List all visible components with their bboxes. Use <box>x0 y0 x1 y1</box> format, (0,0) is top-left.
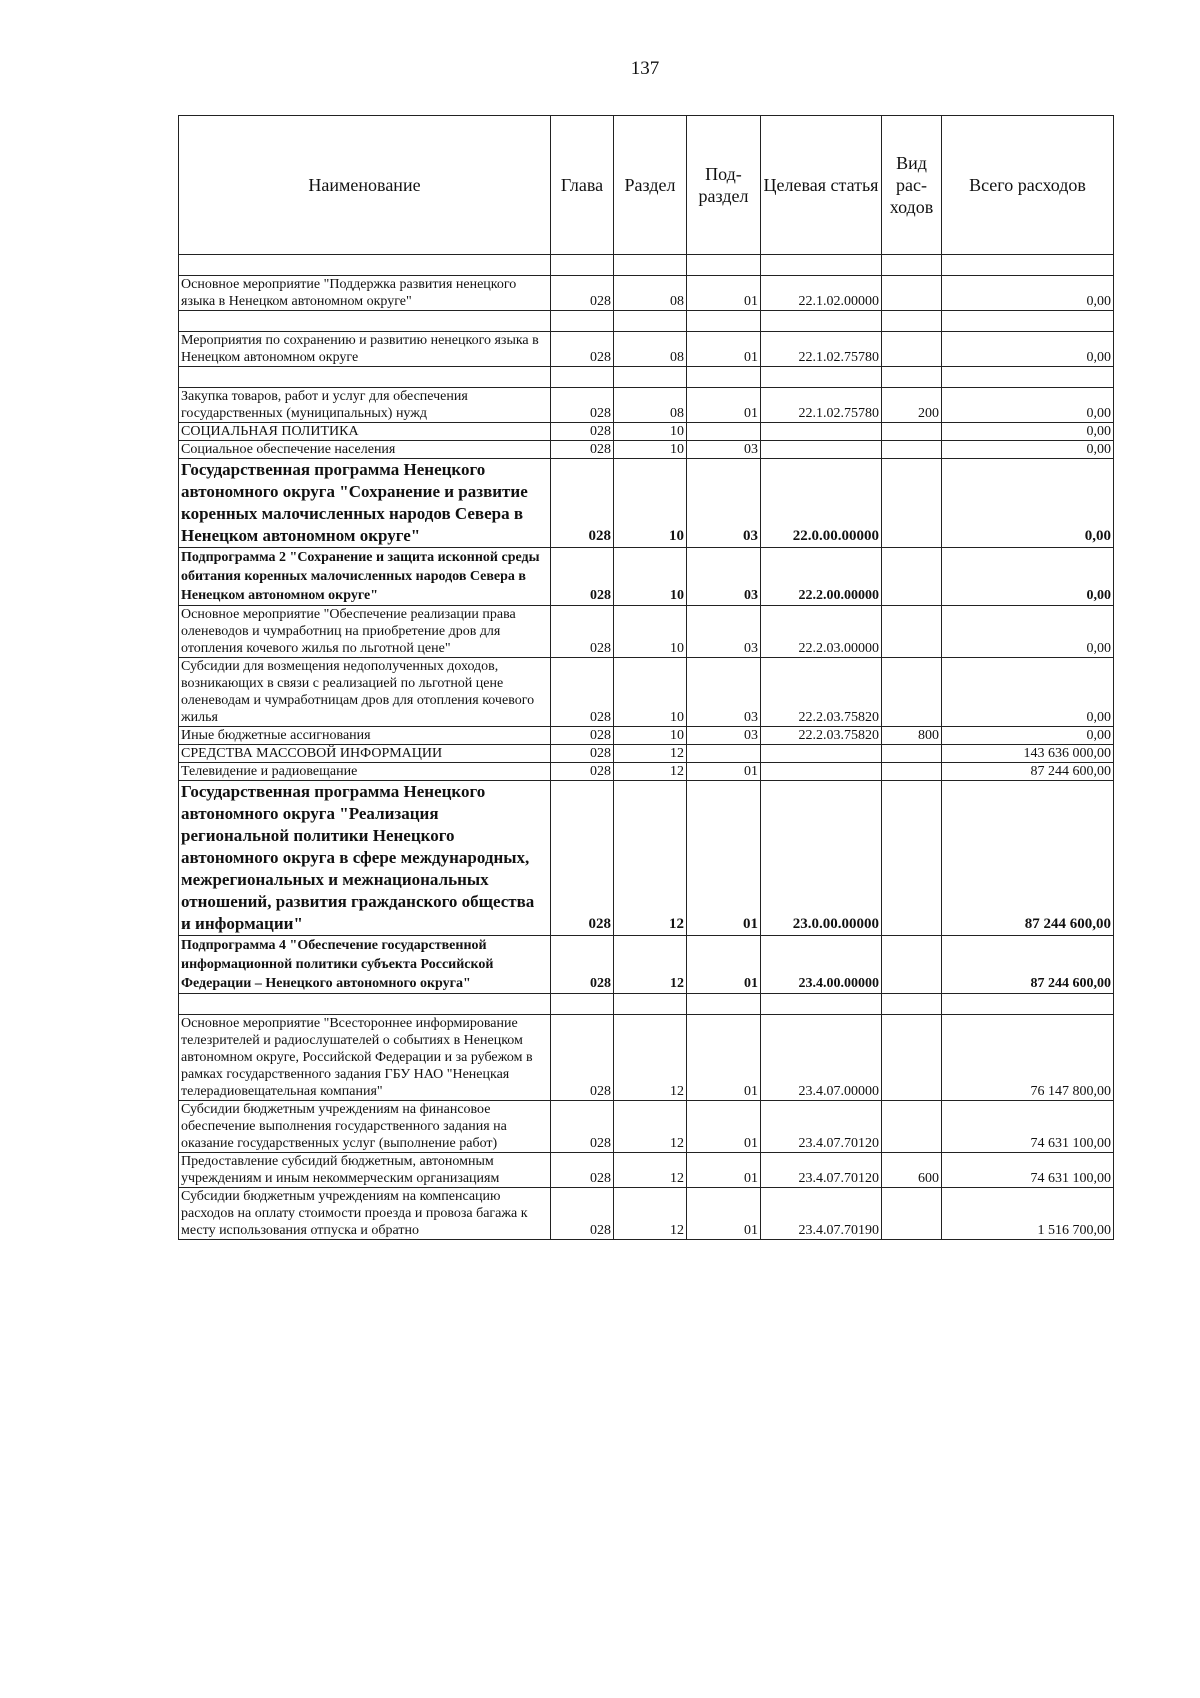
row-total: 0,00 <box>942 332 1114 367</box>
row-razdel: 08 <box>614 332 687 367</box>
row-name: Подпрограмма 4 "Обеспечение государственной информационной политики субъекта Российской Федерации – Ненецкого автономного округа" <box>179 936 551 994</box>
row-razdel: 12 <box>614 1015 687 1101</box>
row-glava: 028 <box>551 332 614 367</box>
row-statya: 22.2.03.75820 <box>761 727 882 745</box>
row-statya: 23.4.07.70120 <box>761 1101 882 1153</box>
row-razdel: 10 <box>614 423 687 441</box>
table-row <box>179 423 1114 441</box>
row-podrazdel: 03 <box>687 441 761 459</box>
row-vid <box>882 781 942 936</box>
row-podrazdel: 01 <box>687 276 761 311</box>
row-podrazdel: 03 <box>687 548 761 606</box>
row-vid <box>882 459 942 548</box>
header-name: Наименование <box>179 116 551 255</box>
row-total: 87 244 600,00 <box>942 763 1114 781</box>
row-name: Телевидение и радиовещание <box>179 763 551 781</box>
header-glava: Глава <box>551 116 614 255</box>
header-razdel: Раздел <box>614 116 687 255</box>
table-row <box>179 936 1114 994</box>
row-razdel: 10 <box>614 459 687 548</box>
row-total: 0,00 <box>942 459 1114 548</box>
row-vid <box>882 763 942 781</box>
row-statya <box>761 763 882 781</box>
table-row <box>179 441 1114 459</box>
row-glava: 028 <box>551 1101 614 1153</box>
row-name: Основное мероприятие "Поддержка развития ненецкого языка в Ненецком автономном округе" <box>179 276 551 311</box>
row-podrazdel: 03 <box>687 459 761 548</box>
row-razdel: 12 <box>614 781 687 936</box>
row-total: 143 636 000,00 <box>942 745 1114 763</box>
row-total: 76 147 800,00 <box>942 1015 1114 1101</box>
row-vid <box>882 658 942 727</box>
table-gap-row <box>179 994 1114 1015</box>
table-gap-row <box>179 255 1114 276</box>
row-glava: 028 <box>551 658 614 727</box>
header-total: Всего расходов <box>942 116 1114 255</box>
row-statya: 23.4.07.70120 <box>761 1153 882 1188</box>
row-statya: 22.1.02.75780 <box>761 388 882 423</box>
row-name: Мероприятия по сохранению и развитию ненецкого языка в Ненецком автономном округе <box>179 332 551 367</box>
row-name: Основное мероприятие "Обеспечение реализации права оленеводов и чумработниц на приобретение дров для отопления кочевого жилья по льготной цене" <box>179 606 551 658</box>
row-razdel: 08 <box>614 276 687 311</box>
row-glava: 028 <box>551 745 614 763</box>
row-razdel: 12 <box>614 1188 687 1240</box>
row-vid: 200 <box>882 388 942 423</box>
row-vid <box>882 606 942 658</box>
row-glava: 028 <box>551 1015 614 1101</box>
row-total: 87 244 600,00 <box>942 781 1114 936</box>
row-razdel: 12 <box>614 745 687 763</box>
table-gap-row <box>179 367 1114 388</box>
row-razdel: 10 <box>614 727 687 745</box>
row-glava: 028 <box>551 441 614 459</box>
row-statya: 23.4.00.00000 <box>761 936 882 994</box>
table-row <box>179 1101 1114 1153</box>
row-name: Закупка товаров, работ и услуг для обеспечения государственных (муниципальных) нужд <box>179 388 551 423</box>
row-podrazdel: 03 <box>687 606 761 658</box>
row-statya <box>761 745 882 763</box>
row-statya: 23.0.00.00000 <box>761 781 882 936</box>
row-vid <box>882 745 942 763</box>
row-statya: 22.1.02.00000 <box>761 276 882 311</box>
row-glava: 028 <box>551 727 614 745</box>
row-name: Субсидии бюджетным учреждениям на финансовое обеспечение выполнения государственного задания на оказание государственных услуг (выполнение работ) <box>179 1101 551 1153</box>
row-vid <box>882 332 942 367</box>
row-glava: 028 <box>551 276 614 311</box>
row-podrazdel: 01 <box>687 332 761 367</box>
row-total: 74 631 100,00 <box>942 1101 1114 1153</box>
row-podrazdel: 01 <box>687 1101 761 1153</box>
row-podrazdel: 03 <box>687 658 761 727</box>
budget-table <box>178 115 1114 1240</box>
row-name: Субсидии для возмещения недополученных доходов, возникающих в связи с реализацией по льготной цене оленеводам и чумработницам дров для отопления кочевого жилья <box>179 658 551 727</box>
table-gap-row <box>179 311 1114 332</box>
table-row <box>179 781 1114 936</box>
row-name: СРЕДСТВА МАССОВОЙ ИНФОРМАЦИИ <box>179 745 551 763</box>
row-total: 0,00 <box>942 727 1114 745</box>
table-row <box>179 548 1114 606</box>
row-vid <box>882 1101 942 1153</box>
row-statya: 22.1.02.75780 <box>761 332 882 367</box>
page-number: 137 <box>630 58 660 79</box>
row-podrazdel: 01 <box>687 1015 761 1101</box>
row-statya: 23.4.07.70190 <box>761 1188 882 1240</box>
row-glava: 028 <box>551 1188 614 1240</box>
row-glava: 028 <box>551 423 614 441</box>
row-vid <box>882 276 942 311</box>
row-total: 0,00 <box>942 423 1114 441</box>
table-row <box>179 606 1114 658</box>
row-razdel: 10 <box>614 658 687 727</box>
row-statya: 22.2.00.00000 <box>761 548 882 606</box>
row-glava: 028 <box>551 936 614 994</box>
table-row <box>179 1153 1114 1188</box>
row-name: Предоставление субсидий бюджетным, автономным учреждениям и иным некоммерческим организациям <box>179 1153 551 1188</box>
row-statya <box>761 423 882 441</box>
row-podrazdel: 01 <box>687 936 761 994</box>
row-razdel: 10 <box>614 606 687 658</box>
table-row <box>179 1015 1114 1101</box>
row-statya: 22.2.03.00000 <box>761 606 882 658</box>
row-statya: 23.4.07.00000 <box>761 1015 882 1101</box>
row-glava: 028 <box>551 781 614 936</box>
table-row <box>179 459 1114 548</box>
row-vid <box>882 1015 942 1101</box>
row-podrazdel <box>687 745 761 763</box>
table-row <box>179 1188 1114 1240</box>
row-vid <box>882 548 942 606</box>
row-name: Государственная программа Ненецкого автономного округа "Реализация региональной политики Ненецкого автономного округа в сфере международных, межрегиональных и межнациональных отношений, развития гражданского общества и информации" <box>179 781 551 936</box>
row-name: Социальное обеспечение населения <box>179 441 551 459</box>
row-podrazdel <box>687 423 761 441</box>
row-statya <box>761 441 882 459</box>
row-name: Иные бюджетные ассигнования <box>179 727 551 745</box>
row-name: Подпрограмма 2 "Сохранение и защита исконной среды обитания коренных малочисленных народов Севера в Ненецком автономном округе" <box>179 548 551 606</box>
row-name: Субсидии бюджетным учреждениям на компенсацию расходов на оплату стоимости проезда и провоза багажа к месту использования отпуска и обратно <box>179 1188 551 1240</box>
row-glava: 028 <box>551 763 614 781</box>
row-vid <box>882 441 942 459</box>
row-podrazdel: 01 <box>687 1188 761 1240</box>
row-total: 0,00 <box>942 548 1114 606</box>
row-total: 0,00 <box>942 388 1114 423</box>
row-razdel: 10 <box>614 548 687 606</box>
row-total: 0,00 <box>942 276 1114 311</box>
row-glava: 028 <box>551 388 614 423</box>
row-glava: 028 <box>551 1153 614 1188</box>
header-statya: Целевая статья <box>761 116 882 255</box>
row-vid: 600 <box>882 1153 942 1188</box>
table-body <box>179 255 1114 1240</box>
row-glava: 028 <box>551 548 614 606</box>
row-total: 0,00 <box>942 658 1114 727</box>
row-razdel: 12 <box>614 1153 687 1188</box>
row-razdel: 12 <box>614 1101 687 1153</box>
table-row <box>179 332 1114 367</box>
table-header-row <box>179 116 1114 255</box>
row-total: 74 631 100,00 <box>942 1153 1114 1188</box>
table-row <box>179 276 1114 311</box>
table-row <box>179 727 1114 745</box>
row-vid <box>882 936 942 994</box>
row-podrazdel: 01 <box>687 388 761 423</box>
row-total: 87 244 600,00 <box>942 936 1114 994</box>
row-razdel: 08 <box>614 388 687 423</box>
row-name: СОЦИАЛЬНАЯ ПОЛИТИКА <box>179 423 551 441</box>
row-glava: 028 <box>551 606 614 658</box>
row-total: 0,00 <box>942 441 1114 459</box>
row-razdel: 12 <box>614 763 687 781</box>
row-vid <box>882 423 942 441</box>
row-podrazdel: 01 <box>687 1153 761 1188</box>
table-row <box>179 745 1114 763</box>
table-row <box>179 763 1114 781</box>
row-name: Основное мероприятие "Всестороннее информирование телезрителей и радиослушателей о событиях в Ненецком автономном округе, Российской Федерации и за рубежом в рамках государственного задания ГБУ НАО "Ненецкая телерадиовещательная компания" <box>179 1015 551 1101</box>
row-statya: 22.0.00.00000 <box>761 459 882 548</box>
row-total: 0,00 <box>942 606 1114 658</box>
row-razdel: 12 <box>614 936 687 994</box>
row-podrazdel: 01 <box>687 781 761 936</box>
row-glava: 028 <box>551 459 614 548</box>
header-vid: Вид рас-ходов <box>882 116 942 255</box>
row-razdel: 10 <box>614 441 687 459</box>
header-podrazdel: Под-раздел <box>687 116 761 255</box>
row-vid: 800 <box>882 727 942 745</box>
row-vid <box>882 1188 942 1240</box>
table-row <box>179 658 1114 727</box>
row-statya: 22.2.03.75820 <box>761 658 882 727</box>
row-name: Государственная программа Ненецкого автономного округа "Сохранение и развитие коренных малочисленных народов Севера в Ненецком автономном округе" <box>179 459 551 548</box>
table-row <box>179 388 1114 423</box>
row-podrazdel: 03 <box>687 727 761 745</box>
row-podrazdel: 01 <box>687 763 761 781</box>
row-total: 1 516 700,00 <box>942 1188 1114 1240</box>
